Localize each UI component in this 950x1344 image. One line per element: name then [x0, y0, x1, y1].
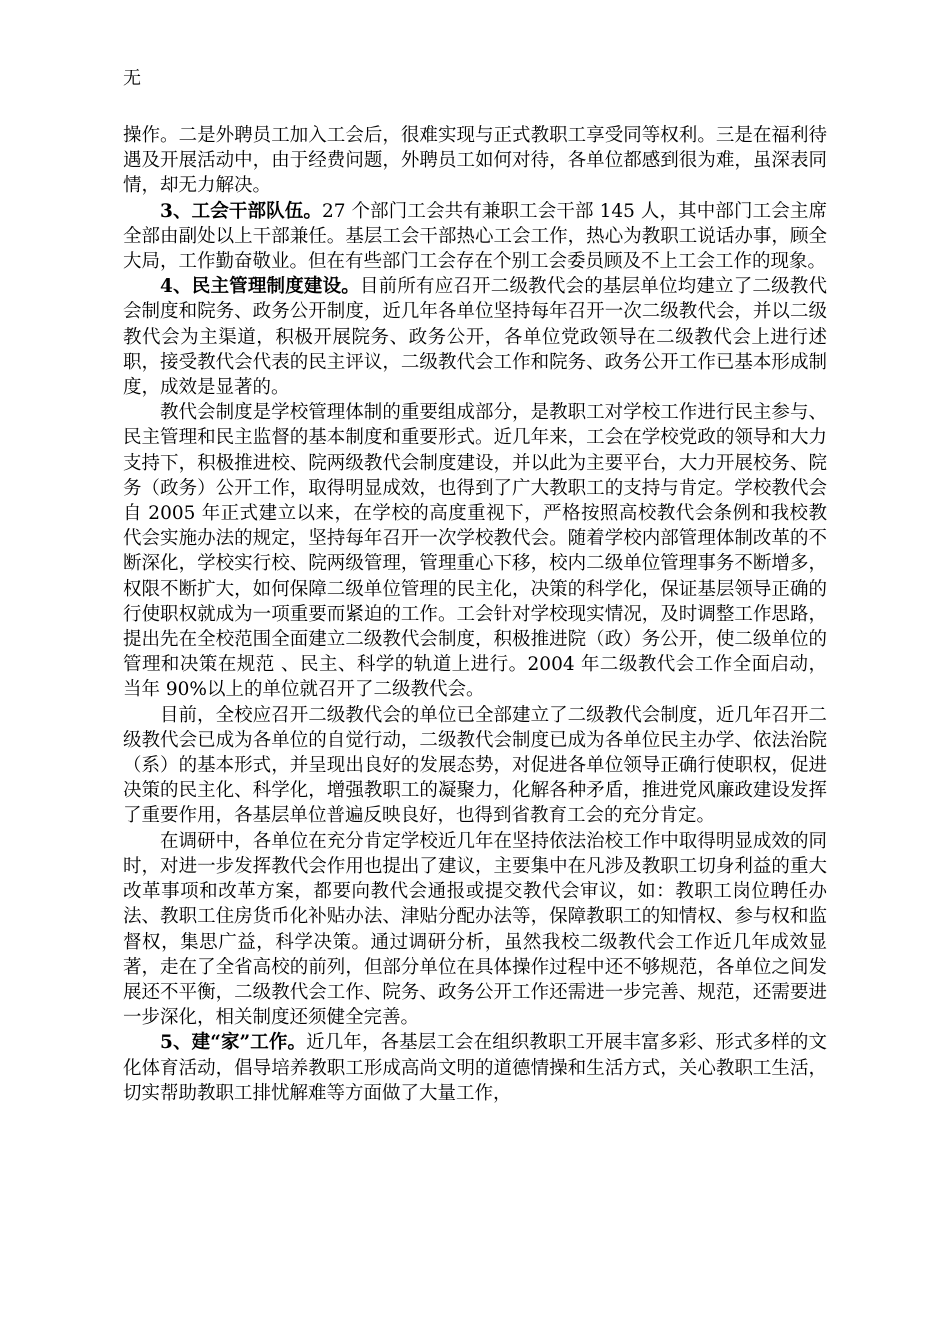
paragraph-2: [123, 199, 827, 275]
paragraph-6: [123, 829, 827, 1031]
paragraph-text: 近几年，各基层工会在组织教职工开展丰富多彩、形式多样的文化体育活动，倡导培养教职工形成高尚文明的道德情操和生活方式，关心教职工生活，切实帮助教职工排忧解难等方面做了大量工作，: [123, 1032, 827, 1104]
paragraph-text: 目前所有应召开二级教代会的基层单位均建立了二级教代会制度和院务、政务公开制度，近几年各单位坚持每年召开一次二级教代会，并以二级教代会为主渠道，积极开展院务、政务公开，各单位党政领导在二级教代会上进行述职，接受教代会代表的民主评议，二级教代会工作和院务、政务公开工作已基本形成制度，成效是显著的。: [123, 276, 827, 399]
paragraph-text: 在调研中，各单位在充分肯定学校近几年在坚持依法治校工作中取得明显成效的同时，对进一步发挥教代会作用也提出了建议，主要集中在凡涉及教职工切身利益的重大改革事项和改革方案，都要向教代会通报或提交教代会审议，如：教职工岗位聘任办法、教职工住房货币化补贴办法、津贴分配办法等，保障教职工的知情权、参与权和监督权，集思广益，科学决策。通过调研分析，虽然我校二级教代会工作近几年成效显著，走在了全省高校的前列，但部分单位在具体操作过程中还不够规范，各单位之间发展还不平衡，二级教代会工作、院务、政务公开工作还需进一步完善、规范，还需要进一步深化，相关制度还须健全完善。: [123, 830, 827, 1029]
paragraph-5: [123, 703, 827, 829]
paragraph-text: 教代会制度是学校管理体制的重要组成部分，是教职工对学校工作进行民主参与、民主管理和民主监督的基本制度和重要形式。近几年来，工会在学校党政的领导和大力支持下，积极推进校、院两级教代会制度建设，并以此为主要平台，大力开展校务、院务（政务）公开工作，取得明显成效，也得到了广大教职工的支持与肯定。学校教代会自 2005 年正式建立以来，在学校的高度重视下，严格按照高校教代会条例和我校教代会实施办法的规定，坚持每年召开一次学校教代会。随着学校内部管理体制改革的不断深化，学校实行校、院两级管理，管理重心下移，校内二级单位管理事务不断增多，权限不断扩大，如何保障二级单位管理的民主化，决策的科学化，保证基层领导正确的行使职权就成为一项重要而紧迫的工作。工会针对学校现实情况，及时调整工作思路，提出先在全校范围全面建立二级教代会制度，积极推进院（政）务公开，使二级单位的管理和决策在规范 、民主、科学的轨道上进行。2004 年二级教代会工作全面启动，当年 90%以上的单位就召开了二级教代会。: [123, 402, 827, 701]
paragraph-4: [123, 400, 827, 702]
paragraph-3: [123, 274, 827, 400]
document-body: [123, 123, 827, 1106]
paragraph-7: [123, 1030, 827, 1106]
paragraph-heading: 3、工会干部队伍。: [160, 200, 322, 222]
page-header: 无: [123, 68, 141, 89]
paragraph-heading: 5、建“家”工作。: [160, 1032, 307, 1054]
paragraph-1: [123, 123, 827, 199]
paragraph-heading: 4、民主管理制度建设。: [160, 276, 360, 298]
paragraph-text: 操作。二是外聘员工加入工会后，很难实现与正式教职工享受同等权利。三是在福利待遇及开展活动中，由于经费问题，外聘员工如何对待，各单位都感到很为难，虽深表同情，却无力解决。: [123, 125, 827, 197]
paragraph-text: 27 个部门工会共有兼职工会干部 145 人，其中部门工会主席全部由副处以上干部兼任。基层工会干部热心工会工作，热心为教职工说话办事，顾全大局，工作勤奋敬业。但在有些部门工会存在个别工会委员顾及不上工会工作的现象。: [123, 200, 827, 273]
paragraph-text: 目前，全校应召开二级教代会的单位已全部建立了二级教代会制度，近几年召开二级教代会已成为各单位的自觉行动，二级教代会制度已成为各单位民主办学、依法治院（系）的基本形式，并呈现出良好的发展态势，对促进各单位领导正确行使职权，促进决策的民主化、科学化，增强教职工的凝聚力，化解各种矛盾，推进党风廉政建设发挥了重要作用，各基层单位普遍反映良好，也得到省教育工会的充分肯定。: [123, 704, 827, 827]
